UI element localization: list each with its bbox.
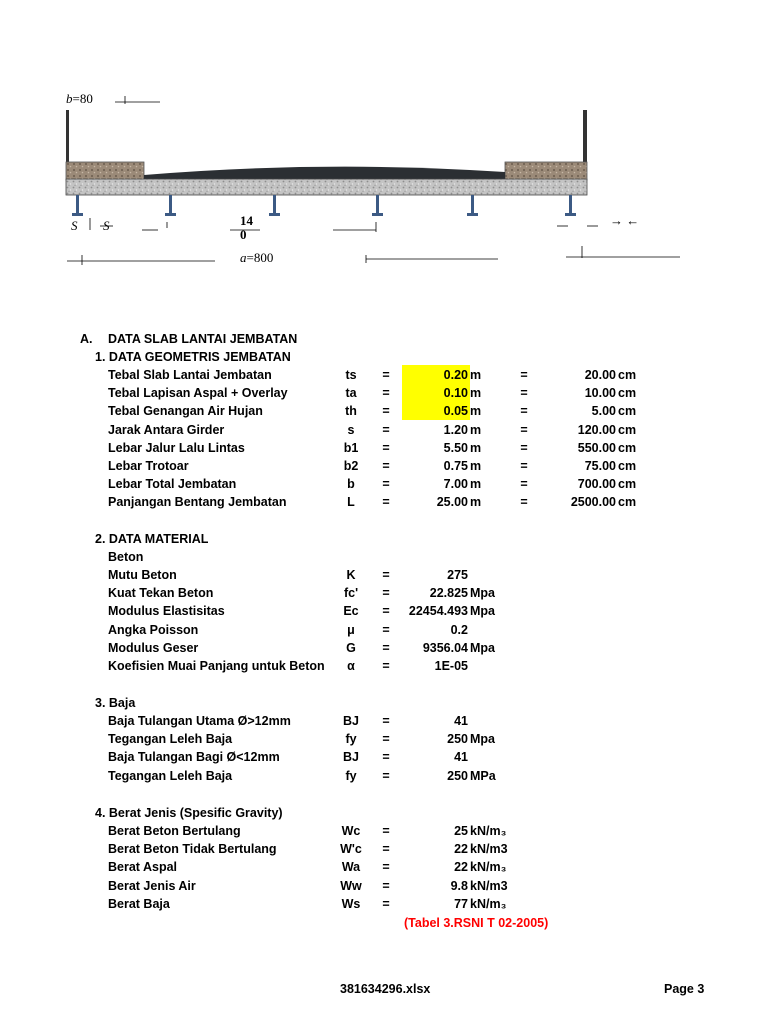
row-symbol: s xyxy=(347,422,355,437)
row-equals-2: = xyxy=(520,422,528,437)
row-label: Tebal Genangan Air Hujan xyxy=(108,404,263,419)
row-label: Berat Beton Tidak Bertulang xyxy=(108,842,277,857)
row-unit: m xyxy=(470,440,482,455)
row-equals: = xyxy=(382,622,390,637)
row-symbol: b2 xyxy=(343,459,359,473)
row-equals-2: = xyxy=(520,477,528,492)
label-140: 14 0 xyxy=(240,213,253,242)
row-value: 77 xyxy=(454,896,468,911)
row-unit: m xyxy=(470,495,482,510)
row-unit: Mpa xyxy=(470,640,495,655)
row-equals-2: = xyxy=(520,386,528,401)
row-unit: kN/m₃ xyxy=(470,824,507,838)
row-equals: = xyxy=(382,604,390,619)
row-value: 9356.04 xyxy=(422,640,468,655)
row-value: 0.10 xyxy=(443,386,468,401)
row-label: Kuat Tekan Beton xyxy=(108,586,214,601)
row-equals: = xyxy=(382,368,390,382)
row-unit: m xyxy=(470,422,482,437)
row-unit: m xyxy=(470,477,482,492)
row-label: Tebal Slab Lantai Jembatan xyxy=(108,368,272,382)
row-symbol: BJ xyxy=(343,714,359,728)
row-value-2: 10.00 xyxy=(584,386,616,401)
row-equals: = xyxy=(382,750,390,765)
row-unit-2: cm xyxy=(618,440,637,455)
material-sub: Beton xyxy=(108,550,144,564)
row-equals: = xyxy=(382,386,390,401)
row-symbol: G xyxy=(346,640,356,655)
row-value-2: 550.00 xyxy=(577,440,616,455)
row-symbol: Wc xyxy=(341,824,361,838)
material-title: 2. DATA MATERIAL xyxy=(95,532,209,546)
row-value: 0.75 xyxy=(443,459,468,473)
row-value: 0.05 xyxy=(443,404,468,419)
row-equals: = xyxy=(382,404,390,419)
row-label: Jarak Antara Girder xyxy=(108,422,225,437)
row-value-2: 5.00 xyxy=(591,404,616,419)
row-value-2: 700.00 xyxy=(577,477,616,492)
row-value: 25.00 xyxy=(436,495,468,510)
row-value: 250 xyxy=(447,768,468,783)
row-label: Tegangan Leleh Baja xyxy=(108,732,233,747)
row-value: 5.50 xyxy=(443,440,468,455)
row-value: 275 xyxy=(447,568,468,582)
row-unit-2: cm xyxy=(618,386,637,401)
row-value: 1E-05 xyxy=(434,659,468,673)
row-label: Baja Tulangan Bagi Ø<12mm xyxy=(108,750,280,765)
row-value-2: 20.00 xyxy=(584,368,616,382)
table-reference-note: (Tabel 3.RSNI T 02-2005) xyxy=(404,916,549,930)
row-equals: = xyxy=(382,477,390,492)
row-equals: = xyxy=(382,714,390,728)
row-value: 25 xyxy=(454,824,468,838)
row-symbol: th xyxy=(345,404,357,419)
footer-page: Page 3 xyxy=(664,982,705,996)
row-value-2: 120.00 xyxy=(577,422,616,437)
row-value: 0.20 xyxy=(443,368,468,382)
geometry-title: 1. DATA GEOMETRIS JEMBATAN xyxy=(95,350,291,364)
baja-title: 3. Baja xyxy=(95,696,136,710)
row-equals: = xyxy=(382,568,390,582)
row-label: Panjangan Bentang Jembatan xyxy=(108,495,287,510)
row-unit: Mpa xyxy=(470,604,495,619)
row-value: 22.825 xyxy=(429,586,468,601)
row-label: Koefisien Muai Panjang untuk Beton xyxy=(108,659,325,673)
row-value: 0.2 xyxy=(450,622,468,637)
row-equals: = xyxy=(382,640,390,655)
row-equals-2: = xyxy=(520,368,528,382)
row-unit: MPa xyxy=(470,768,496,783)
row-symbol: ta xyxy=(345,386,357,401)
row-equals-2: = xyxy=(520,404,528,419)
row-equals: = xyxy=(382,495,390,510)
row-label: Baja Tulangan Utama Ø>12mm xyxy=(108,714,291,728)
row-unit: m xyxy=(470,386,482,401)
row-value: 9.8 xyxy=(450,878,468,893)
row-unit-2: cm xyxy=(618,404,637,419)
row-value: 22454.493 xyxy=(408,604,468,619)
row-label: Tebal Lapisan Aspal + Overlay xyxy=(108,386,288,401)
row-symbol: Ec xyxy=(343,604,359,619)
row-symbol: Wa xyxy=(341,860,361,875)
row-symbol: fy xyxy=(345,768,357,783)
row-equals-2: = xyxy=(520,459,528,473)
row-symbol: fc' xyxy=(343,586,359,601)
row-label: Modulus Geser xyxy=(108,640,199,655)
row-equals: = xyxy=(382,842,390,857)
row-label: Tegangan Leleh Baja xyxy=(108,768,233,783)
row-unit: m xyxy=(470,368,482,382)
row-symbol: BJ xyxy=(343,750,359,765)
row-symbol: b xyxy=(347,477,355,492)
row-value: 7.00 xyxy=(443,477,468,492)
row-equals: = xyxy=(382,440,390,455)
row-equals: = xyxy=(382,860,390,875)
row-unit-2: cm xyxy=(618,495,637,510)
row-equals: = xyxy=(382,459,390,473)
row-unit: kN/m3 xyxy=(470,842,508,857)
label-s-left: S xyxy=(71,218,78,233)
row-value: 250 xyxy=(447,732,468,747)
row-equals: = xyxy=(382,732,390,747)
row-unit-2: cm xyxy=(618,477,637,492)
row-value: 1.20 xyxy=(443,422,468,437)
label-a: a=800 xyxy=(240,250,274,265)
section-title: DATA SLAB LANTAI JEMBATAN xyxy=(108,332,298,346)
footer-filename: 381634296.xlsx xyxy=(340,982,431,996)
row-unit: m xyxy=(470,459,482,473)
row-symbol: Ww xyxy=(340,878,362,893)
row-value: 22 xyxy=(454,860,468,875)
row-value-2: 75.00 xyxy=(584,459,616,473)
row-unit: Mpa xyxy=(470,586,495,601)
row-label: Berat Baja xyxy=(108,896,170,911)
row-value-2: 2500.00 xyxy=(570,495,616,510)
row-unit-2: cm xyxy=(618,459,637,473)
label-b: b=80 xyxy=(66,91,93,106)
row-unit: kN/m₃ xyxy=(470,896,507,911)
row-value: 41 xyxy=(454,714,468,728)
row-symbol: b1 xyxy=(343,440,359,455)
row-symbol: Ws xyxy=(341,896,361,911)
row-label: Mutu Beton xyxy=(108,568,177,582)
row-symbol: L xyxy=(347,495,355,510)
row-symbol: W'c xyxy=(340,842,362,857)
row-unit: m xyxy=(470,404,482,419)
row-symbol: ts xyxy=(345,368,357,382)
row-equals-2: = xyxy=(520,440,528,455)
label-s-right: S xyxy=(103,218,110,233)
section-letter: A. xyxy=(80,332,93,346)
row-label: Berat Jenis Air xyxy=(108,878,196,893)
row-equals: = xyxy=(382,422,390,437)
row-equals-2: = xyxy=(520,495,528,510)
row-label: Modulus Elastisitas xyxy=(108,604,225,619)
row-label: Lebar Total Jembatan xyxy=(108,477,237,492)
row-symbol: K xyxy=(346,568,356,582)
row-symbol: α xyxy=(347,659,355,673)
row-equals: = xyxy=(382,768,390,783)
row-unit: kN/m₃ xyxy=(470,860,507,875)
row-label: Berat Aspal xyxy=(108,860,178,875)
row-symbol: μ xyxy=(347,622,355,637)
row-unit-2: cm xyxy=(618,368,637,382)
row-equals: = xyxy=(382,896,390,911)
row-symbol: fy xyxy=(345,732,357,747)
row-equals: = xyxy=(382,878,390,893)
row-equals: = xyxy=(382,659,390,673)
berat-title: 4. Berat Jenis (Spesific Gravity) xyxy=(95,806,283,820)
row-label: Lebar Trotoar xyxy=(108,459,189,473)
row-unit: kN/m3 xyxy=(470,878,508,893)
row-label: Angka Poisson xyxy=(108,622,199,637)
row-value: 22 xyxy=(454,842,468,857)
row-unit-2: cm xyxy=(618,422,637,437)
row-value: 41 xyxy=(454,750,468,765)
row-label: Berat Beton Bertulang xyxy=(108,824,241,838)
row-equals: = xyxy=(382,586,390,601)
row-unit: Mpa xyxy=(470,732,495,747)
row-equals: = xyxy=(382,824,390,838)
arrow-marks: → ← xyxy=(610,213,640,228)
row-label: Lebar Jalur Lalu Lintas xyxy=(108,440,245,455)
